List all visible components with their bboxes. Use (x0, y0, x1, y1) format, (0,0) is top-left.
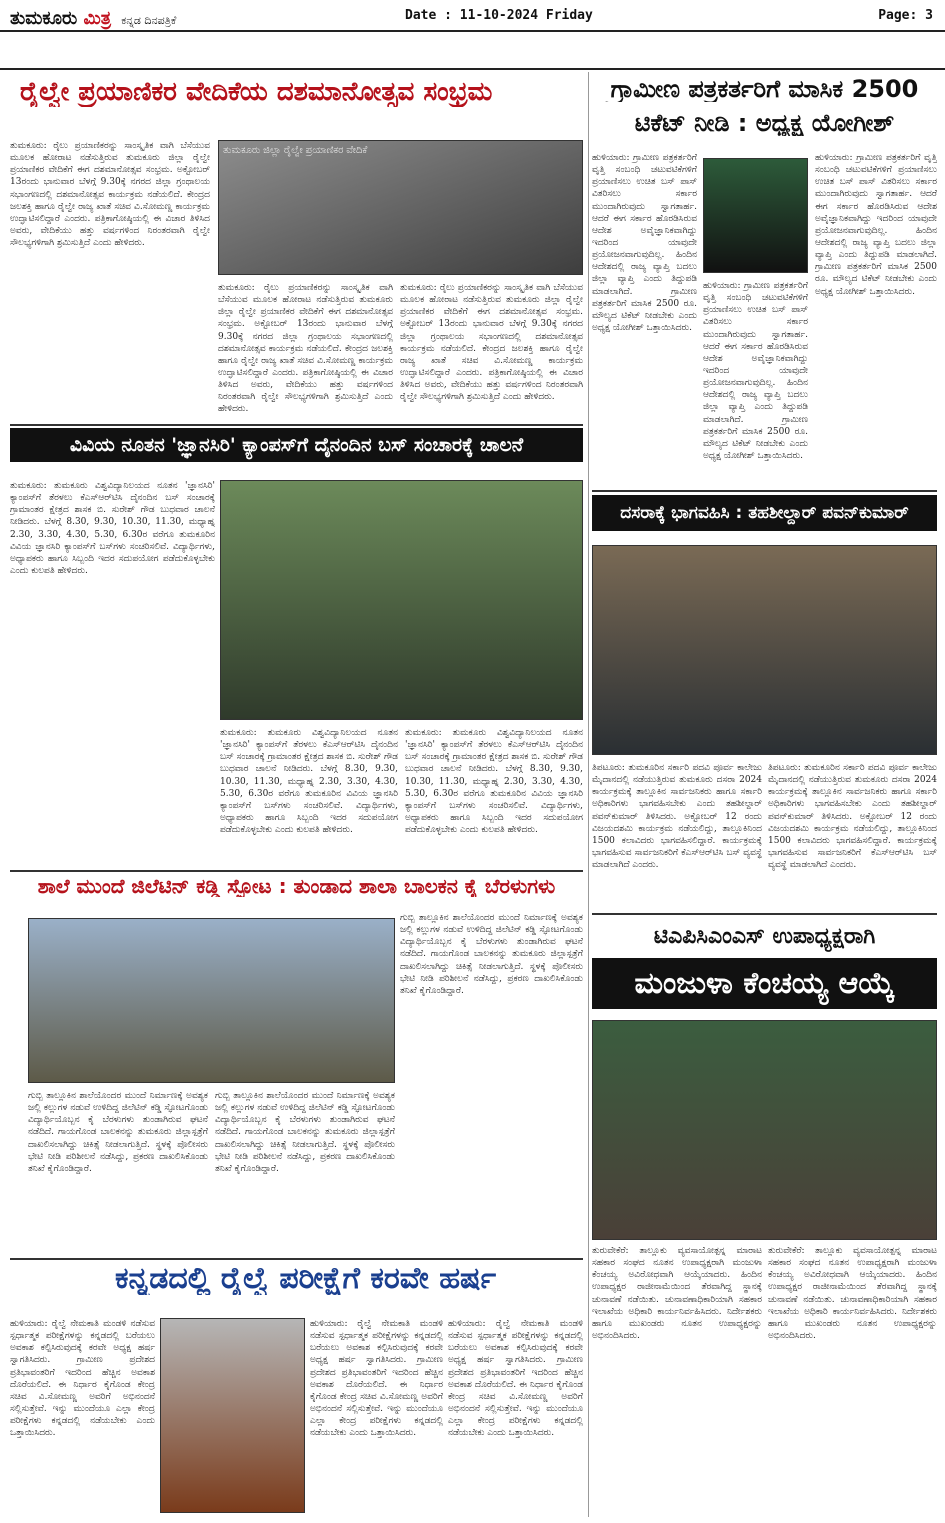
tapcms-body-col1: ತುರುವೇಕೆರೆ: ತಾಲ್ಲೂಕು ವ್ಯವಸಾಯೋತ್ಪನ್ನ ಮಾರಾಟ ಸಹಕಾರ ಸಂಘದ ನೂತನ ಉಪಾಧ್ಯಕ್ಷರಾಗಿ ಮಂಜುಳಾ ಕೆಂಚಯ್ಯ ಅವಿರೋಧವಾಗಿ ಆಯ್ಕೆಯಾದರು. ಹಿಂದಿನ ಉಪಾಧ್ಯಕ್ಷರ ರಾಜೀನಾಮೆಯಿಂದ ತೆರವಾಗಿದ್ದ ಸ್ಥಾನಕ್ಕೆ ಚುನಾವಣೆ ನಡೆಯಿತು. ಚುನಾವಣಾಧಿಕಾರಿಯಾಗಿ ಸಹಕಾರ ಇಲಾಖೆಯ ಅಧಿಕಾರಿ ಕಾರ್ಯನಿರ್ವಹಿಸಿದರು. ನಿರ್ದೇಶಕರು ಹಾಗೂ ಮುಖಂಡರು ನೂತನ ಉಪಾಧ್ಯಕ್ಷರನ್ನು ಅಭಿನಂದಿಸಿದರು. (592, 1246, 762, 1341)
gelatin-blast-body-col2: ಗುಬ್ಬಿ ತಾಲ್ಲೂಕಿನ ಶಾಲೆಯೊಂದರ ಮುಂದೆ ನಿರ್ಮಾಣಕ್ಕೆ ಅವಶ್ಯಕ ಜಲ್ಲಿ ಕಲ್ಲುಗಳ ನಡುವೆ ಉಳಿದಿದ್ದ ಜಿಲೆಟಿನ್ ಕಡ್ಡಿ ಸ್ಫೋಟಗೊಂಡು ವಿದ್ಯಾರ್ಥಿಯೊಬ್ಬನ ಕೈ ಬೆರಳುಗಳು ತುಂಡಾಗಿರುವ ಘಟನೆ ನಡೆದಿದೆ. ಗಾಯಗೊಂಡ ಬಾಲಕನನ್ನು ತುಮಕೂರು ಜಿಲ್ಲಾಸ್ಪತ್ರೆಗೆ ದಾಖಲಿಸಲಾಗಿದ್ದು ಚಿಕಿತ್ಸೆ ನೀಡಲಾಗುತ್ತಿದೆ. ಸ್ಥಳಕ್ಕೆ ಪೊಲೀಸರು ಭೇಟಿ ನೀಡಿ ಪರಿಶೀಲನೆ ನಡೆಸಿದ್ದು, ಪ್ರಕರಣ ದಾಖಲಿಸಿಕೊಂಡು ತನಿಖೆ ಕೈಗೊಂಡಿದ್ದಾರೆ. (215, 1091, 395, 1174)
gelatin-blast-headline: ಶಾಲೆ ಮುಂದೆ ಜಿಲೆಟಿನ್ ಕಡ್ಡಿ ಸ್ಫೋಟ : ತುಂಡಾದ ಶಾಲಾ ಬಾಲಕನ ಕೈ ಬೆರಳುಗಳು (37, 875, 556, 897)
section-rule-3 (592, 490, 937, 492)
campus-bus-photo (220, 480, 583, 720)
campus-bus-body-col3: ತುಮಕೂರು: ತುಮಕೂರು ವಿಶ್ವವಿದ್ಯಾನಿಲಯದ ನೂತನ 'ಜ್ಞಾನಸಿರಿ' ಕ್ಯಾಂಪಸ್‌ಗೆ ತೆರಳಲು ಕೆಎಸ್‌ಆರ್‌ಟಿಸಿ ದೈನಂದಿನ ಬಸ್ ಸಂಚಾರಕ್ಕೆ ಗ್ರಾಮಾಂತರ ಕ್ಷೇತ್ರದ ಶಾಸಕ ಬಿ. ಸುರೇಶ್ ಗೌಡ ಬುಧವಾರ ಚಾಲನೆ ನೀಡಿದರು. ಬೆಳಗ್ಗೆ 8.30, 9.30, 10.30, 11.30, ಮಧ್ಯಾಹ್ನ 2.30, 3.30, 4.30, 5.30, 6.30ರ ವರೆಗೂ ತುಮಕೂರಿನ ವಿವಿಯ ಜ್ಞಾನಸಿರಿ ಕ್ಯಾಂಪಸ್‌ಗೆ ಬಸ್‌ಗಳು ಸಂಚರಿಸಲಿವೆ. ವಿದ್ಯಾರ್ಥಿಗಳು, ಅಧ್ಯಾಪಕರು ಹಾಗೂ ಸಿಬ್ಬಂದಿ ಇದರ ಸದುಪಯೋಗ ಪಡೆದುಕೊಳ್ಳಬೇಕು ಎಂದು ಕುಲಪತಿ ಹೇಳಿದರು. (405, 728, 583, 836)
gelatin-blast-body-col1: ಗುಬ್ಬಿ ತಾಲ್ಲೂಕಿನ ಶಾಲೆಯೊಂದರ ಮುಂದೆ ನಿರ್ಮಾಣಕ್ಕೆ ಅವಶ್ಯಕ ಜಲ್ಲಿ ಕಲ್ಲುಗಳ ನಡುವೆ ಉಳಿದಿದ್ದ ಜಿಲೆಟಿನ್ ಕಡ್ಡಿ ಸ್ಫೋಟಗೊಂಡು ವಿದ್ಯಾರ್ಥಿಯೊಬ್ಬನ ಕೈ ಬೆರಳುಗಳು ತುಂಡಾಗಿರುವ ಘಟನೆ ನಡೆದಿದೆ. ಗಾಯಗೊಂಡ ಬಾಲಕನನ್ನು ತುಮಕೂರು ಜಿಲ್ಲಾಸ್ಪತ್ರೆಗೆ ದಾಖಲಿಸಲಾಗಿದ್ದು ಚಿಕಿತ್ಸೆ ನೀಡಲಾಗುತ್ತಿದೆ. ಸ್ಥಳಕ್ಕೆ ಪೊಲೀಸರು ಭೇಟಿ ನೀಡಿ ಪರಿಶೀಲನೆ ನಡೆಸಿದ್ದು, ಪ್ರಕರಣ ದಾಖಲಿಸಿಕೊಂಡು ತನಿಖೆ ಕೈಗೊಂಡಿದ್ದಾರೆ. (28, 1091, 208, 1174)
gelatin-blast-body-col3: ಗುಬ್ಬಿ ತಾಲ್ಲೂಕಿನ ಶಾಲೆಯೊಂದರ ಮುಂದೆ ನಿರ್ಮಾಣಕ್ಕೆ ಅವಶ್ಯಕ ಜಲ್ಲಿ ಕಲ್ಲುಗಳ ನಡುವೆ ಉಳಿದಿದ್ದ ಜಿಲೆಟಿನ್ ಕಡ್ಡಿ ಸ್ಫೋಟಗೊಂಡು ವಿದ್ಯಾರ್ಥಿಯೊಬ್ಬನ ಕೈ ಬೆರಳುಗಳು ತುಂಡಾಗಿರುವ ಘಟನೆ ನಡೆದಿದೆ. ಗಾಯಗೊಂಡ ಬಾಲಕನನ್ನು ತುಮಕೂರು ಜಿಲ್ಲಾಸ್ಪತ್ರೆಗೆ ದಾಖಲಿಸಲಾಗಿದ್ದು ಚಿಕಿತ್ಸೆ ನೀಡಲಾಗುತ್ತಿದೆ. ಸ್ಥಳಕ್ಕೆ ಪೊಲೀಸರು ಭೇಟಿ ನೀಡಿ ಪರಿಶೀಲನೆ ನಡೆಸಿದ್ದು, ಪ್ರಕರಣ ದಾಖಲಿಸಿಕೊಂಡು ತನಿಖೆ ಕೈಗೊಂಡಿದ್ದಾರೆ. (400, 913, 583, 996)
journalists-body-col1: ಹುಳಿಯಾರು: ಗ್ರಾಮೀಣ ಪತ್ರಕರ್ತರಿಗೆ ವೃತ್ತಿ ಸಂಬಂಧಿ ಚಟುವಟಿಕೆಗಳಿಗೆ ಪ್ರಯಾಣಿಸಲು ಉಚಿತ ಬಸ್ ಪಾಸ್ ವಿತರಿಸಲು ಸರ್ಕಾರ ಮುಂದಾಗಿರುವುದು ಸ್ವಾಗತಾರ್ಹ. ಆದರೆ ಈಗ ಸರ್ಕಾರ ಹೊರಡಿಸಿರುವ ಆದೇಶ ಅವೈಜ್ಞಾನಿಕವಾಗಿದ್ದು ಇದರಿಂದ ಯಾವುದೇ ಪ್ರಯೋಜನವಾಗುವುದಿಲ್ಲ. ಹಿಂದಿನ ಆದೇಶದಲ್ಲಿ ರಾಜ್ಯ ವ್ಯಾಪ್ತಿ ಬದಲು ಜಿಲ್ಲಾ ವ್ಯಾಪ್ತಿ ಎಂದು ತಿದ್ದುಪಡಿ ಮಾಡಲಾಗಿದೆ. ಗ್ರಾಮೀಣ ಪತ್ರಕರ್ತರಿಗೆ ಮಾಸಿಕ 2500 ರೂ. ಮೌಲ್ಯದ ಟಿಕೆಟ್ ನೀಡಬೇಕು ಎಂದು ಅಧ್ಯಕ್ಷ ಯೋಗೀಶ್ ಒತ್ತಾಯಿಸಿದರು. (592, 153, 697, 333)
railway-forum-photo-caption: ತುಮಕೂರು ಜಿಲ್ಲಾ ರೈಲ್ವೇ ಪ್ರಯಾಣಿಕರ ವೇದಿಕೆ (223, 145, 368, 156)
campus-bus-headline: ವಿವಿಯ ನೂತನ 'ಜ್ಞಾನಸಿರಿ' ಕ್ಯಾಂಪಸ್‌ಗೆ ದೈನಂದಿನ ಬಸ್ ಸಂಚಾರಕ್ಕೆ ಚಾಲನೆ (10, 428, 583, 462)
tapcms-photo (592, 1020, 937, 1240)
section-rule-1 (10, 424, 583, 426)
brand-name-part2: ಮಿತ್ರ (83, 8, 112, 29)
railway-exam-body-col2: ಹುಳಿಯಾರು: ರೈಲ್ವೆ ನೇಮಕಾತಿ ಮಂಡಳಿ ನಡೆಸುವ ಸ್ಪರ್ಧಾತ್ಮಕ ಪರೀಕ್ಷೆಗಳನ್ನು ಕನ್ನಡದಲ್ಲಿ ಬರೆಯಲು ಅವಕಾಶ ಕಲ್ಪಿಸಿರುವುದಕ್ಕೆ ಕರವೇ ಅಧ್ಯಕ್ಷ ಹರ್ಷ ಸ್ವಾಗತಿಸಿದರು. ಗ್ರಾಮೀಣ ಪ್ರದೇಶದ ಪ್ರತಿಭಾವಂತರಿಗೆ ಇದರಿಂದ ಹೆಚ್ಚಿನ ಅವಕಾಶ ದೊರೆಯಲಿದೆ. ಈ ನಿರ್ಧಾರ ಕೈಗೊಂಡ ಕೇಂದ್ರ ಸಚಿವ ವಿ.ಸೋಮಣ್ಣ ಅವರಿಗೆ ಅಭಿನಂದನೆ ಸಲ್ಲಿಸುತ್ತೇವೆ. ಇನ್ನು ಮುಂದೆಯೂ ಎಲ್ಲಾ ಕೇಂದ್ರ ಪರೀಕ್ಷೆಗಳು ಕನ್ನಡದಲ್ಲಿ ನಡೆಯಬೇಕು ಎಂದು ಒತ್ತಾಯಿಸಿದರು. (310, 1319, 443, 1439)
section-rule-4 (592, 913, 937, 915)
masthead (0, 0, 945, 70)
brand-name-part1: ತುಮಕೂರು (10, 8, 78, 29)
railway-exam-headline: ಕನ್ನಡದಲ್ಲಿ ರೈಲ್ವೆ ಪರೀಕ್ಷೆಗೆ ಕರವೇ ಹರ್ಷ (115, 1262, 496, 1295)
yogish-portrait (703, 158, 808, 273)
page-number: Page: 3 (878, 8, 933, 23)
tapcms-body-col2: ತುರುವೇಕೆರೆ: ತಾಲ್ಲೂಕು ವ್ಯವಸಾಯೋತ್ಪನ್ನ ಮಾರಾಟ ಸಹಕಾರ ಸಂಘದ ನೂತನ ಉಪಾಧ್ಯಕ್ಷರಾಗಿ ಮಂಜುಳಾ ಕೆಂಚಯ್ಯ ಅವಿರೋಧವಾಗಿ ಆಯ್ಕೆಯಾದರು. ಹಿಂದಿನ ಉಪಾಧ್ಯಕ್ಷರ ರಾಜೀನಾಮೆಯಿಂದ ತೆರವಾಗಿದ್ದ ಸ್ಥಾನಕ್ಕೆ ಚುನಾವಣೆ ನಡೆಯಿತು. ಚುನಾವಣಾಧಿಕಾರಿಯಾಗಿ ಸಹಕಾರ ಇಲಾಖೆಯ ಅಧಿಕಾರಿ ಕಾರ್ಯನಿರ್ವಹಿಸಿದರು. ನಿರ್ದೇಶಕರು ಹಾಗೂ ಮುಖಂಡರು ನೂತನ ಉಪಾಧ್ಯಕ್ಷರನ್ನು ಅಭಿನಂದಿಸಿದರು. (768, 1246, 937, 1341)
dasara-body-col1: ತಿಪಟೂರು: ತುಮಕೂರಿನ ಸರ್ಕಾರಿ ಪದವಿ ಪೂರ್ವ ಕಾಲೇಜು ಮೈದಾನದಲ್ಲಿ ನಡೆಯುತ್ತಿರುವ ತುಮಕೂರು ದಸರಾ 2024 ಕಾರ್ಯಕ್ರಮಕ್ಕೆ ತಾಲ್ಲೂಕಿನ ಸಾರ್ವಜನಿಕರು ಹಾಗೂ ಸರ್ಕಾರಿ ಅಧಿಕಾರಿಗಳು ಭಾಗವಹಿಸಬೇಕು ಎಂದು ತಹಶೀಲ್ದಾರ್ ಪವನ್‌ಕುಮಾರ್ ತಿಳಿಸಿದರು. ಅಕ್ಟೋಬರ್ 12 ರಂದು ವಿಜಯದಶಮಿ ಕಾರ್ಯಕ್ರಮ ನಡೆಯಲಿದ್ದು, ತಾಲ್ಲೂಕಿನಿಂದ 1500 ಕಲಾವಿದರು ಭಾಗವಹಿಸಲಿದ್ದಾರೆ. ಕಾರ್ಯಕ್ರಮಕ್ಕೆ ಭಾಗವಹಿಸುವ ಸಾರ್ವಜನಿಕರಿಗೆ ಕೆಎಸ್‌ಆರ್‌ಟಿಸಿ ಬಸ್ ವ್ಯವಸ್ಥೆ ಮಾಡಲಾಗಿದೆ ಎಂದರು. (592, 763, 762, 871)
section-rule-2 (10, 870, 583, 872)
journalists-headline-line2: ಟಿಕೆಟ್ ನೀಡಿ : ಅಧ್ಯಕ್ಷ ಯೋಗೀಶ್ (634, 110, 895, 137)
dasara-headline: ದಸರಾಕ್ಕೆ ಭಾಗವಹಿಸಿ : ತಹಶೀಲ್ದಾರ್ ಪವನ್‌ಕುಮಾರ್ (592, 495, 937, 531)
issue-date: Date : 11-10-2024 Friday (405, 8, 593, 23)
campus-bus-body-col2: ತುಮಕೂರು: ತುಮಕೂರು ವಿಶ್ವವಿದ್ಯಾನಿಲಯದ ನೂತನ 'ಜ್ಞಾನಸಿರಿ' ಕ್ಯಾಂಪಸ್‌ಗೆ ತೆರಳಲು ಕೆಎಸ್‌ಆರ್‌ಟಿಸಿ ದೈನಂದಿನ ಬಸ್ ಸಂಚಾರಕ್ಕೆ ಗ್ರಾಮಾಂತರ ಕ್ಷೇತ್ರದ ಶಾಸಕ ಬಿ. ಸುರೇಶ್ ಗೌಡ ಬುಧವಾರ ಚಾಲನೆ ನೀಡಿದರು. ಬೆಳಗ್ಗೆ 8.30, 9.30, 10.30, 11.30, ಮಧ್ಯಾಹ್ನ 2.30, 3.30, 4.30, 5.30, 6.30ರ ವರೆಗೂ ತುಮಕೂರಿನ ವಿವಿಯ ಜ್ಞಾನಸಿರಿ ಕ್ಯಾಂಪಸ್‌ಗೆ ಬಸ್‌ಗಳು ಸಂಚರಿಸಲಿವೆ. ವಿದ್ಯಾರ್ಥಿಗಳು, ಅಧ್ಯಾಪಕರು ಹಾಗೂ ಸಿಬ್ಬಂದಿ ಇದರ ಸದುಪಯೋಗ ಪಡೆದುಕೊಳ್ಳಬೇಕು ಎಂದು ಕುಲಪತಿ ಹೇಳಿದರು. (220, 728, 398, 836)
tapcms-headline-line1: ಟಿಎಪಿಸಿಎಂಎಸ್ ಉಪಾಧ್ಯಕ್ಷರಾಗಿ (592, 920, 937, 953)
dasara-photo (592, 545, 937, 755)
harsha-portrait (160, 1318, 305, 1513)
railway-forum-photo (218, 140, 583, 275)
campus-bus-body-col1: ತುಮಕೂರು: ತುಮಕೂರು ವಿಶ್ವವಿದ್ಯಾನಿಲಯದ ನೂತನ 'ಜ್ಞಾನಸಿರಿ' ಕ್ಯಾಂಪಸ್‌ಗೆ ತೆರಳಲು ಕೆಎಸ್‌ಆರ್‌ಟಿಸಿ ದೈನಂದಿನ ಬಸ್ ಸಂಚಾರಕ್ಕೆ ಗ್ರಾಮಾಂತರ ಕ್ಷೇತ್ರದ ಶಾಸಕ ಬಿ. ಸುರೇಶ್ ಗೌಡ ಬುಧವಾರ ಚಾಲನೆ ನೀಡಿದರು. ಬೆಳಗ್ಗೆ 8.30, 9.30, 10.30, 11.30, ಮಧ್ಯಾಹ್ನ 2.30, 3.30, 4.30, 5.30, 6.30ರ ವರೆಗೂ ತುಮಕೂರಿನ ವಿವಿಯ ಜ್ಞಾನಸಿರಿ ಕ್ಯಾಂಪಸ್‌ಗೆ ಬಸ್‌ಗಳು ಸಂಚರಿಸಲಿವೆ. ವಿದ್ಯಾರ್ಥಿಗಳು, ಅಧ್ಯಾಪಕರು ಹಾಗೂ ಸಿಬ್ಬಂದಿ ಇದರ ಸದುಪಯೋಗ ಪಡೆದುಕೊಳ್ಳಬೇಕು ಎಂದು ಕುಲಪತಿ ಹೇಳಿದರು. (10, 481, 215, 576)
railway-exam-body-col3: ಹುಳಿಯಾರು: ರೈಲ್ವೆ ನೇಮಕಾತಿ ಮಂಡಳಿ ನಡೆಸುವ ಸ್ಪರ್ಧಾತ್ಮಕ ಪರೀಕ್ಷೆಗಳನ್ನು ಕನ್ನಡದಲ್ಲಿ ಬರೆಯಲು ಅವಕಾಶ ಕಲ್ಪಿಸಿರುವುದಕ್ಕೆ ಕರವೇ ಅಧ್ಯಕ್ಷ ಹರ್ಷ ಸ್ವಾಗತಿಸಿದರು. ಗ್ರಾಮೀಣ ಪ್ರದೇಶದ ಪ್ರತಿಭಾವಂತರಿಗೆ ಇದರಿಂದ ಹೆಚ್ಚಿನ ಅವಕಾಶ ದೊರೆಯಲಿದೆ. ಈ ನಿರ್ಧಾರ ಕೈಗೊಂಡ ಕೇಂದ್ರ ಸಚಿವ ವಿ.ಸೋಮಣ್ಣ ಅವರಿಗೆ ಅಭಿನಂದನೆ ಸಲ್ಲಿಸುತ್ತೇವೆ. ಇನ್ನು ಮುಂದೆಯೂ ಎಲ್ಲಾ ಕೇಂದ್ರ ಪರೀಕ್ಷೆಗಳು ಕನ್ನಡದಲ್ಲಿ ನಡೆಯಬೇಕು ಎಂದು ಒತ್ತಾಯಿಸಿದರು. (448, 1319, 583, 1439)
newspaper-brand (10, 8, 176, 29)
railway-forum-body-col3: ತುಮಕೂರು: ರೈಲು ಪ್ರಯಾಣಿಕರನ್ನು ಸಾಂಸ್ಕೃತಿಕ ವಾಗಿ ಬೆಸೆಯುವ ಮೂಲಕ ಹೋರಾಟ ನಡೆಸುತ್ತಿರುವ ತುಮಕೂರು ಜಿಲ್ಲಾ ರೈಲ್ವೇ ಪ್ರಯಾಣಿಕರ ವೇದಿಕೆಗೆ ಈಗ ದಶಮಾನೋತ್ಸವ ಸಂಭ್ರಮ. ಅಕ್ಟೋಬರ್ 13ರಂದು ಭಾನುವಾರ ಬೆಳಗ್ಗೆ 9.30ಕ್ಕೆ ನಗರದ ಜಿಲ್ಲಾ ಗ್ರಂಥಾಲಯ ಸಭಾಂಗಣದಲ್ಲಿ ದಶಮಾನೋತ್ಸವ ಕಾರ್ಯಕ್ರಮ ನಡೆಯಲಿದೆ. ಕೇಂದ್ರದ ಜಲಶಕ್ತಿ ಹಾಗೂ ರೈಲ್ವೇ ರಾಜ್ಯ ಖಾತೆ ಸಚಿವ ವಿ.ಸೋಮಣ್ಣ ಕಾರ್ಯಕ್ರಮ ಉದ್ಘಾಟಿಸಲಿದ್ದಾರೆ ಎಂದರು. ಪತ್ರಿಕಾಗೋಷ್ಠಿಯಲ್ಲಿ ಈ ವಿಚಾರ ತಿಳಿಸಿದ ಅವರು, ವೇದಿಕೆಯು ಹತ್ತು ವರ್ಷಗಳಿಂದ ನಿರಂತರವಾಗಿ ರೈಲ್ವೇ ಸೌಲಭ್ಯಗಳಿಗಾಗಿ ಶ್ರಮಿಸುತ್ತಿದೆ ಎಂದು ಹೇಳಿದರು. (400, 283, 583, 403)
gelatin-blast-photo (28, 918, 395, 1083)
railway-forum-headline: ರೈಲ್ವೇ ಪ್ರಯಾಣಿಕರ ವೇದಿಕೆಯ ದಶಮಾನೋತ್ಸವ ಸಂಭ್ರಮ (20, 78, 493, 107)
railway-forum-body-col2: ತುಮಕೂರು: ರೈಲು ಪ್ರಯಾಣಿಕರನ್ನು ಸಾಂಸ್ಕೃತಿಕ ವಾಗಿ ಬೆಸೆಯುವ ಮೂಲಕ ಹೋರಾಟ ನಡೆಸುತ್ತಿರುವ ತುಮಕೂರು ಜಿಲ್ಲಾ ರೈಲ್ವೇ ಪ್ರಯಾಣಿಕರ ವೇದಿಕೆಗೆ ಈಗ ದಶಮಾನೋತ್ಸವ ಸಂಭ್ರಮ. ಅಕ್ಟೋಬರ್ 13ರಂದು ಭಾನುವಾರ ಬೆಳಗ್ಗೆ 9.30ಕ್ಕೆ ನಗರದ ಜಿಲ್ಲಾ ಗ್ರಂಥಾಲಯ ಸಭಾಂಗಣದಲ್ಲಿ ದಶಮಾನೋತ್ಸವ ಕಾರ್ಯಕ್ರಮ ನಡೆಯಲಿದೆ. ಕೇಂದ್ರದ ಜಲಶಕ್ತಿ ಹಾಗೂ ರೈಲ್ವೇ ರಾಜ್ಯ ಖಾತೆ ಸಚಿವ ವಿ.ಸೋಮಣ್ಣ ಕಾರ್ಯಕ್ರಮ ಉದ್ಘಾಟಿಸಲಿದ್ದಾರೆ ಎಂದರು. ಪತ್ರಿಕಾಗೋಷ್ಠಿಯಲ್ಲಿ ಈ ವಿಚಾರ ತಿಳಿಸಿದ ಅವರು, ವೇದಿಕೆಯು ಹತ್ತು ವರ್ಷಗಳಿಂದ ನಿರಂತರವಾಗಿ ರೈಲ್ವೇ ಸೌಲಭ್ಯಗಳಿಗಾಗಿ ಶ್ರಮಿಸುತ್ತಿದೆ ಎಂದು ಹೇಳಿದರು. (218, 283, 393, 415)
brand-tagline: ಕನ್ನಡ ದಿನಪತ್ರಿಕೆ (121, 14, 177, 27)
masthead-rule (0, 30, 945, 32)
tapcms-headline-line2: ಮಂಜುಳಾ ಕೆಂಚಯ್ಯ ಆಯ್ಕೆ (592, 958, 937, 1009)
journalists-body-col2: ಹುಳಿಯಾರು: ಗ್ರಾಮೀಣ ಪತ್ರಕರ್ತರಿಗೆ ವೃತ್ತಿ ಸಂಬಂಧಿ ಚಟುವಟಿಕೆಗಳಿಗೆ ಪ್ರಯಾಣಿಸಲು ಉಚಿತ ಬಸ್ ಪಾಸ್ ವಿತರಿಸಲು ಸರ್ಕಾರ ಮುಂದಾಗಿರುವುದು ಸ್ವಾಗತಾರ್ಹ. ಆದರೆ ಈಗ ಸರ್ಕಾರ ಹೊರಡಿಸಿರುವ ಆದೇಶ ಅವೈಜ್ಞಾನಿಕವಾಗಿದ್ದು ಇದರಿಂದ ಯಾವುದೇ ಪ್ರಯೋಜನವಾಗುವುದಿಲ್ಲ. ಹಿಂದಿನ ಆದೇಶದಲ್ಲಿ ರಾಜ್ಯ ವ್ಯಾಪ್ತಿ ಬದಲು ಜಿಲ್ಲಾ ವ್ಯಾಪ್ತಿ ಎಂದು ತಿದ್ದುಪಡಿ ಮಾಡಲಾಗಿದೆ. ಗ್ರಾಮೀಣ ಪತ್ರಕರ್ತರಿಗೆ ಮಾಸಿಕ 2500 ರೂ. ಮೌಲ್ಯದ ಟಿಕೆಟ್ ನೀಡಬೇಕು ಎಂದು ಅಧ್ಯಕ್ಷ ಯೋಗೀಶ್ ಒತ್ತಾಯಿಸಿದರು. (703, 281, 808, 461)
column-divider (588, 72, 589, 1517)
railway-exam-body-col1: ಹುಳಿಯಾರು: ರೈಲ್ವೆ ನೇಮಕಾತಿ ಮಂಡಳಿ ನಡೆಸುವ ಸ್ಪರ್ಧಾತ್ಮಕ ಪರೀಕ್ಷೆಗಳನ್ನು ಕನ್ನಡದಲ್ಲಿ ಬರೆಯಲು ಅವಕಾಶ ಕಲ್ಪಿಸಿರುವುದಕ್ಕೆ ಕರವೇ ಅಧ್ಯಕ್ಷ ಹರ್ಷ ಸ್ವಾಗತಿಸಿದರು. ಗ್ರಾಮೀಣ ಪ್ರದೇಶದ ಪ್ರತಿಭಾವಂತರಿಗೆ ಇದರಿಂದ ಹೆಚ್ಚಿನ ಅವಕಾಶ ದೊರೆಯಲಿದೆ. ಈ ನಿರ್ಧಾರ ಕೈಗೊಂಡ ಕೇಂದ್ರ ಸಚಿವ ವಿ.ಸೋಮಣ್ಣ ಅವರಿಗೆ ಅಭಿನಂದನೆ ಸಲ್ಲಿಸುತ್ತೇವೆ. ಇನ್ನು ಮುಂದೆಯೂ ಎಲ್ಲಾ ಕೇಂದ್ರ ಪರೀಕ್ಷೆಗಳು ಕನ್ನಡದಲ್ಲಿ ನಡೆಯಬೇಕು ಎಂದು ಒತ್ತಾಯಿಸಿದರು. (10, 1319, 155, 1439)
dasara-body-col2: ತಿಪಟೂರು: ತುಮಕೂರಿನ ಸರ್ಕಾರಿ ಪದವಿ ಪೂರ್ವ ಕಾಲೇಜು ಮೈದಾನದಲ್ಲಿ ನಡೆಯುತ್ತಿರುವ ತುಮಕೂರು ದಸರಾ 2024 ಕಾರ್ಯಕ್ರಮಕ್ಕೆ ತಾಲ್ಲೂಕಿನ ಸಾರ್ವಜನಿಕರು ಹಾಗೂ ಸರ್ಕಾರಿ ಅಧಿಕಾರಿಗಳು ಭಾಗವಹಿಸಬೇಕು ಎಂದು ತಹಶೀಲ್ದಾರ್ ಪವನ್‌ಕುಮಾರ್ ತಿಳಿಸಿದರು. ಅಕ್ಟೋಬರ್ 12 ರಂದು ವಿಜಯದಶಮಿ ಕಾರ್ಯಕ್ರಮ ನಡೆಯಲಿದ್ದು, ತಾಲ್ಲೂಕಿನಿಂದ 1500 ಕಲಾವಿದರು ಭಾಗವಹಿಸಲಿದ್ದಾರೆ. ಕಾರ್ಯಕ್ರಮಕ್ಕೆ ಭಾಗವಹಿಸುವ ಸಾರ್ವಜನಿಕರಿಗೆ ಕೆಎಸ್‌ಆರ್‌ಟಿಸಿ ಬಸ್ ವ್ಯವಸ್ಥೆ ಮಾಡಲಾಗಿದೆ ಎಂದರು. (768, 763, 937, 871)
railway-forum-body-col1: ತುಮಕೂರು: ರೈಲು ಪ್ರಯಾಣಿಕರನ್ನು ಸಾಂಸ್ಕೃತಿಕ ವಾಗಿ ಬೆಸೆಯುವ ಮೂಲಕ ಹೋರಾಟ ನಡೆಸುತ್ತಿರುವ ತುಮಕೂರು ಜಿಲ್ಲಾ ರೈಲ್ವೇ ಪ್ರಯಾಣಿಕರ ವೇದಿಕೆಗೆ ಈಗ ದಶಮಾನೋತ್ಸವ ಸಂಭ್ರಮ. ಅಕ್ಟೋಬರ್ 13ರಂದು ಭಾನುವಾರ ಬೆಳಗ್ಗೆ 9.30ಕ್ಕೆ ನಗರದ ಜಿಲ್ಲಾ ಗ್ರಂಥಾಲಯ ಸಭಾಂಗಣದಲ್ಲಿ ದಶಮಾನೋತ್ಸವ ಕಾರ್ಯಕ್ರಮ ನಡೆಯಲಿದೆ. ಕೇಂದ್ರದ ಜಲಶಕ್ತಿ ಹಾಗೂ ರೈಲ್ವೇ ರಾಜ್ಯ ಖಾತೆ ಸಚಿವ ವಿ.ಸೋಮಣ್ಣ ಕಾರ್ಯಕ್ರಮ ಉದ್ಘಾಟಿಸಲಿದ್ದಾರೆ ಎಂದರು. ಪತ್ರಿಕಾಗೋಷ್ಠಿಯಲ್ಲಿ ಈ ವಿಚಾರ ತಿಳಿಸಿದ ಅವರು, ವೇದಿಕೆಯು ಹತ್ತು ವರ್ಷಗಳಿಂದ ನಿರಂತರವಾಗಿ ರೈಲ್ವೇ ಸೌಲಭ್ಯಗಳಿಗಾಗಿ ಶ್ರಮಿಸುತ್ತಿದೆ ಎಂದು ಹೇಳಿದರು. (10, 141, 210, 249)
journalists-headline-line1: ಗ್ರಾಮೀಣ ಪತ್ರಕರ್ತರಿಗೆ ಮಾಸಿಕ 2500 (610, 76, 919, 103)
section-rule-5 (10, 1258, 583, 1260)
journalists-body-col3: ಹುಳಿಯಾರು: ಗ್ರಾಮೀಣ ಪತ್ರಕರ್ತರಿಗೆ ವೃತ್ತಿ ಸಂಬಂಧಿ ಚಟುವಟಿಕೆಗಳಿಗೆ ಪ್ರಯಾಣಿಸಲು ಉಚಿತ ಬಸ್ ಪಾಸ್ ವಿತರಿಸಲು ಸರ್ಕಾರ ಮುಂದಾಗಿರುವುದು ಸ್ವಾಗತಾರ್ಹ. ಆದರೆ ಈಗ ಸರ್ಕಾರ ಹೊರಡಿಸಿರುವ ಆದೇಶ ಅವೈಜ್ಞಾನಿಕವಾಗಿದ್ದು ಇದರಿಂದ ಯಾವುದೇ ಪ್ರಯೋಜನವಾಗುವುದಿಲ್ಲ. ಹಿಂದಿನ ಆದೇಶದಲ್ಲಿ ರಾಜ್ಯ ವ್ಯಾಪ್ತಿ ಬದಲು ಜಿಲ್ಲಾ ವ್ಯಾಪ್ತಿ ಎಂದು ತಿದ್ದುಪಡಿ ಮಾಡಲಾಗಿದೆ. ಗ್ರಾಮೀಣ ಪತ್ರಕರ್ತರಿಗೆ ಮಾಸಿಕ 2500 ರೂ. ಮೌಲ್ಯದ ಟಿಕೆಟ್ ನೀಡಬೇಕು ಎಂದು ಅಧ್ಯಕ್ಷ ಯೋಗೀಶ್ ಒತ್ತಾಯಿಸಿದರು. (815, 153, 937, 297)
